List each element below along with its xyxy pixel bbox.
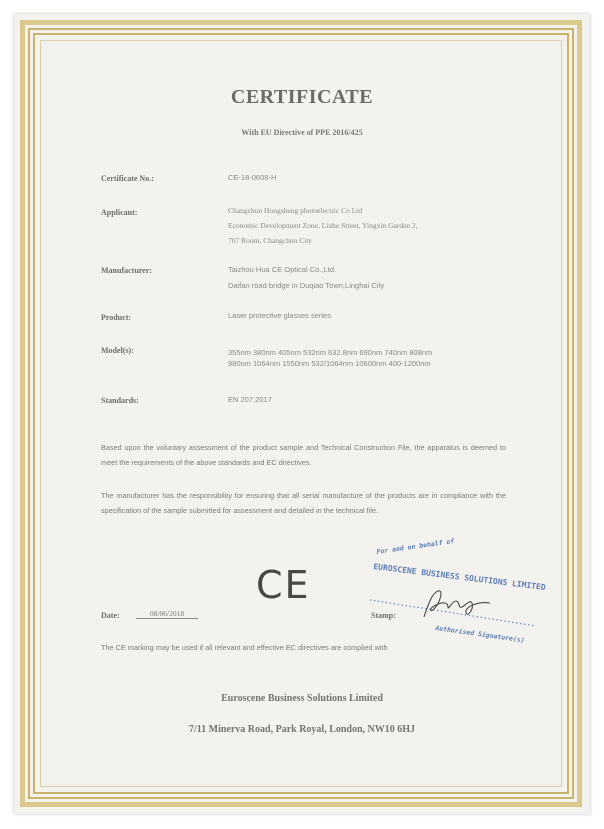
handwritten-signature (418, 587, 498, 621)
ce-marking-note: The CE marking may be used if all relevant and effective EC directives are complied with (101, 643, 388, 652)
stamp-label: Stamp: (371, 611, 396, 620)
certificate-no-label: Certificate No.: (101, 174, 154, 183)
applicant-line-2: Economic Development Zone, Linhe Street, Yingxin Garden 2, (228, 221, 418, 230)
models-label: Model(s): (101, 346, 134, 355)
manufacturer-line-2: Daifan road bridge in Duqiao Town,Linghai City (228, 281, 385, 290)
footer-address: 7/11 Minerva Road, Park Royal, London, NW10 6HJ (188, 724, 416, 735)
footer-company-name: Euroscene Business Solutions Limited (221, 693, 383, 704)
stamp-signature-caption: Authorised Signature(s) (434, 624, 526, 645)
product-value: Laser protective glasses series (228, 311, 331, 320)
stamp-behalf-text: For and on behalf of (376, 537, 455, 556)
responsibility-paragraph: The manufacturer has the responsibility for ensuring that all serial manufacture of the products are in compliance with the specification of the sample submitted for assessment and detailed in the technical file. (101, 491, 506, 515)
applicant-line-3: 707 Room, Changchun City (228, 236, 313, 245)
applicant-label: Applicant: (101, 208, 138, 217)
assessment-paragraph: Based upon the voluntary assessment of the product sample and Technical Construction File, the apparatus is deemed to meet the requirements of the above standards and EC directives. (101, 443, 506, 467)
models-line-2: 980nm 1064nm 1550nm 532/1064nm 10600nm 400-1200nm (228, 359, 431, 368)
date-label: Date: (101, 611, 120, 620)
models-line-1: 355nm 380nm 405nm 532nm 632.8nm 690nm 740nm 808nm (228, 348, 433, 357)
stamp-company-text: EUROSCENE BUSINESS SOLUTIONS LIMITED (372, 562, 547, 593)
standards-label: Standards: (101, 396, 139, 405)
applicant-line-1: Changchun Hongsheng photoelectric Co Ltd (228, 206, 363, 215)
ce-mark-logo: CE (256, 563, 311, 607)
date-value: 08/06/2018 (136, 609, 198, 619)
certificate-subtitle: With EU Directive of PPE 2016/425 (241, 128, 363, 137)
standards-value: EN 207:2017 (228, 395, 272, 404)
product-label: Product: (101, 313, 132, 322)
manufacturer-line-1: Taizhou Hua CE Optical Co.,Ltd. (228, 265, 336, 274)
certificate-title: CERTIFICATE (230, 86, 374, 108)
certificate-no-value: CE-18-0608-H (228, 173, 277, 182)
manufacturer-label: Manufacturer: (101, 266, 152, 275)
